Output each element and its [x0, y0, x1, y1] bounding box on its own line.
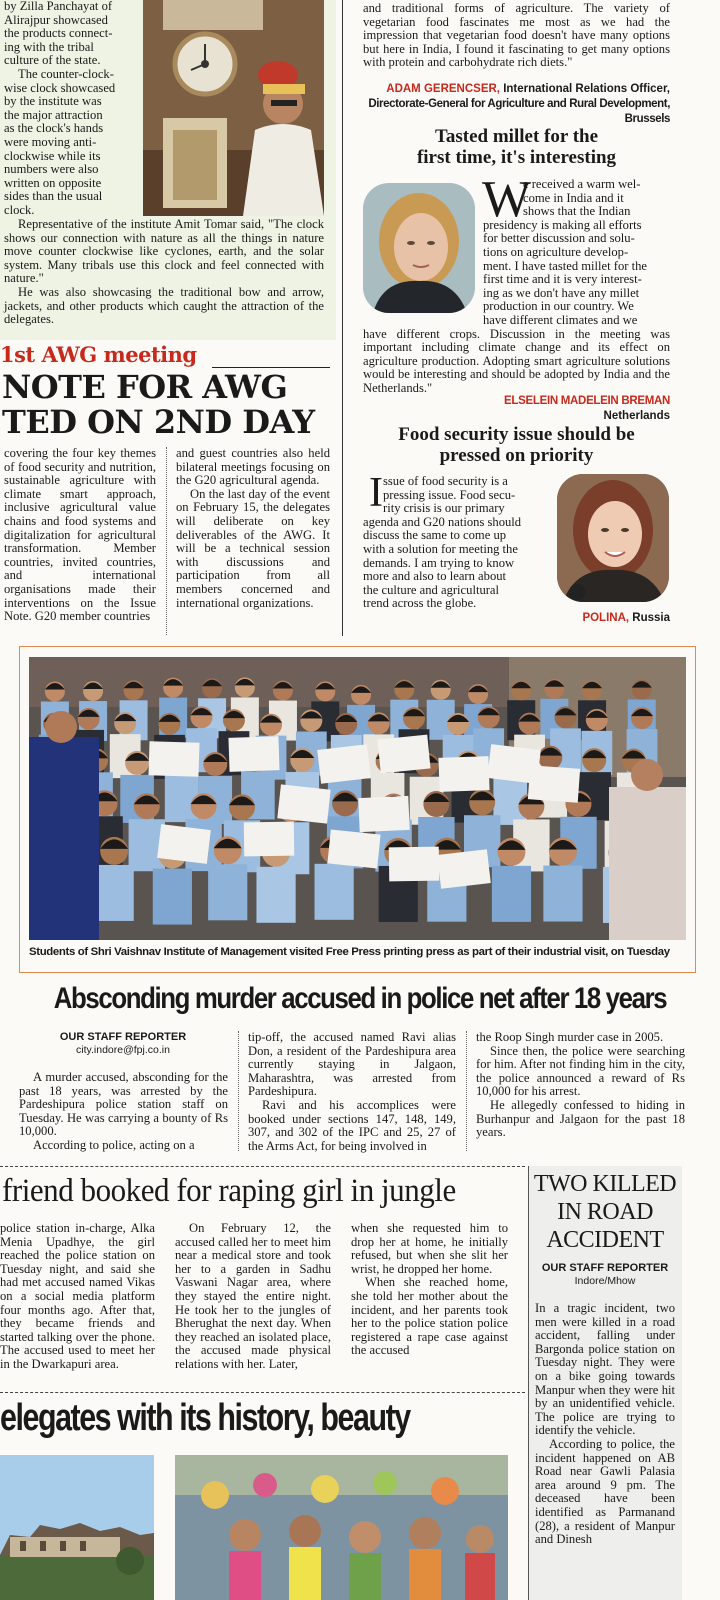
paragraph: covering the four key themes of food security and nutrition, sustainable agriculture with climate smart approach, inclusive agricultural value chains and food systems and digitalization for agricultural transformation. Member countries, invited countries, and international organisations made their interventions on the Issue Note. G20 member countries — [4, 446, 156, 624]
newspaper — [389, 847, 440, 882]
text-line: the culture and agricultural — [363, 582, 500, 597]
murder-col-2 — [248, 1031, 456, 1153]
column-rule — [238, 1031, 239, 1151]
text-line: e received a warm wel- — [523, 177, 641, 191]
dateline: Indore/Mhow — [574, 1275, 636, 1287]
student-body — [153, 869, 192, 925]
quote-2-headline — [363, 126, 670, 168]
headline-line: TED ON 2ND DAY — [2, 403, 315, 441]
paragraph: and traditional forms of agriculture. The variety of vegetarian food fascinates me most as we had the impression that vegetarian food doesn't have many options but here in India, I found it fascinating to get many options with protein and carbohydrate rich diets." — [363, 1, 670, 70]
text-line: have different climates and we — [483, 313, 638, 327]
speaker-name: POLINA, — [582, 612, 630, 624]
rape-col-3 — [351, 1222, 508, 1358]
murder-col-1 — [19, 1071, 228, 1153]
text-line: ing with the tribal — [4, 39, 94, 54]
newspaper — [358, 796, 409, 832]
headline-line: IN ROAD — [557, 1199, 653, 1225]
rape-col-1 — [0, 1222, 155, 1372]
newspaper — [317, 744, 371, 784]
murder-headline: Absconding murder accused in police net after 18 years — [53, 982, 667, 1015]
text-line: come in India and it — [523, 190, 624, 205]
text-line: with a solution for meeting the — [363, 541, 518, 556]
group-photo-caption: Students of Shri Vaishnav Institute of Management visited Free Press printing press as part of their industrial visit, on Tuesday — [29, 946, 670, 958]
paragraph: police station in-charge, Alka Menia Upadhye, the girl reached the police station on Tuesday night, and said she had met accused named Vikas on a social media platform four months ago. After that, they became friends and started talking over the phone. The accused used to meet her in the Dwarkapuri area. — [0, 1221, 155, 1371]
student-body — [95, 865, 134, 921]
text-line: The counter-clock- — [18, 66, 114, 81]
paragraph: and guest countries also held bilateral meetings focusing on the G20 agricultural agenda. — [176, 446, 330, 488]
delegates-headline: elegates with its history, beauty — [0, 1397, 410, 1439]
paragraph: have different crops. Discussion in the meeting was important including climate change and its effect on agriculture production. Adopting smart agriculture solutions would be interesting and should be adopted by India and the Netherlands." — [363, 326, 670, 395]
quote-2-attribution — [363, 394, 670, 424]
student-body — [256, 867, 295, 923]
headline-line: NOTE FOR AWG — [2, 368, 288, 406]
paragraph: Representative of the institute Amit Tomar said, "The clock shows our connection with nature as all the things in nature move counter clockwise like cyclones, earth, and the solar system. Many tribals use this clock and feel connected with nature." — [4, 217, 324, 286]
paragraph: He was also showcasing the traditional bow and arrow, jackets, and other products which caught the attraction of the delegates. — [4, 284, 324, 327]
holi-celebration-photo — [175, 1455, 508, 1600]
quote-1-text — [363, 2, 670, 70]
text-line: clockwise while its — [4, 148, 101, 163]
newspaper — [277, 784, 330, 823]
newspaper — [157, 824, 211, 864]
accident-body — [535, 1302, 675, 1547]
speaker-country: Russia — [632, 612, 670, 624]
speaker-name: ELSELEIN MADELEIN BREMAN — [504, 395, 670, 407]
student-body — [492, 866, 531, 922]
headline-line: Tasted millet for the — [434, 126, 599, 147]
text-line: by Zilla Panchayat of — [4, 0, 113, 13]
text-line: for better discussion and solu- — [483, 231, 635, 246]
text-line: sides than the usual — [4, 189, 103, 204]
text-line: clock. — [4, 202, 35, 217]
speaker-org: Directorate-General for Agriculture and Rural Development, Brussels — [368, 98, 670, 125]
paragraph: On February 12, the accused called her to meet him near a medical store and took her to a garden in Sadhu Vaswani Nagar area, where they stayed the entire night. He took her to the jungles of Bherughat the next day. When they reached an isolated place, the accused made physical relations with her. Later, — [175, 1221, 331, 1371]
headline-line: ACCIDENT — [546, 1227, 664, 1253]
heritage-palace-photo — [0, 1455, 154, 1600]
text-line: the products connect- — [4, 26, 113, 41]
text-line: written on opposite — [4, 175, 102, 190]
text-line: agenda and G20 nations should — [363, 514, 522, 529]
text-line: shows that the Indian — [523, 204, 631, 219]
text-line: pressing issue. Food secu- — [383, 487, 516, 502]
quote-3-headline — [363, 424, 670, 466]
text-line: culture of the state. — [4, 53, 101, 68]
clock-exhibit-photo — [143, 0, 324, 216]
newspaper — [244, 822, 294, 857]
headline-line: pressed on priority — [439, 445, 594, 466]
tribal-story-lead — [4, 0, 134, 218]
kicker-text: 1st AWG meeting — [0, 342, 197, 367]
text-line: Alirajpur showcased — [4, 12, 108, 27]
paragraph: According to police, acting on a — [33, 1137, 195, 1152]
text-line: ment. I have tasted millet for the — [483, 258, 648, 273]
text-line: first time and it is very interest- — [483, 272, 642, 287]
paragraph: when she requested him to drop her at home, he initially refused, but when she slit her wrist, he dropped her home. — [351, 1221, 508, 1276]
rape-headline: friend booked for raping girl in jungle — [2, 1173, 456, 1209]
quote-2-rest — [363, 314, 670, 396]
paragraph: In a tragic incident, two men were killed in a road accident, falling under Bargonda police station on Tuesday night. They were on a bike going towards Manpur when they were hit by an unidentified vehicle. The police are trying to identify the vehicle. — [535, 1301, 675, 1438]
column-rule — [166, 447, 167, 635]
quote-2-wrap — [483, 178, 670, 314]
text-line: tions on agriculture develop- — [483, 244, 629, 259]
quote-3-attribution — [540, 612, 670, 624]
newspaper — [438, 756, 489, 792]
text-line: demands. I am trying to know — [363, 555, 515, 570]
text-line: numbers were also — [4, 162, 99, 177]
newspaper — [327, 830, 380, 869]
text-line: production in our country. We — [483, 299, 634, 314]
byline: OUR STAFF REPORTER — [541, 1262, 669, 1274]
student-body — [208, 864, 247, 920]
awg-col-2 — [176, 447, 330, 610]
quote-3-text — [363, 475, 548, 611]
text-line: were moving anti- — [4, 134, 97, 149]
text-line: the major attraction — [4, 107, 103, 122]
text-line: by the institute was — [4, 94, 102, 109]
quote-1-attribution — [350, 82, 670, 127]
headline-line: Food security issue should be — [398, 424, 635, 445]
paragraph: When she reached home, she told her mother about the incident, and her parents took her to the police station police registered a rape case against the accused — [351, 1275, 508, 1358]
text-line: discuss the same to come up — [363, 528, 507, 543]
text-line: as the clock's hands — [4, 121, 104, 136]
paragraph: He allegedly confessed to hiding in Burhanpur and Jalgaon for the past 18 years. — [476, 1097, 685, 1140]
email: city.indore@fpj.co.in — [76, 1044, 170, 1056]
speaker-role: International Relations Officer, — [503, 83, 670, 95]
section-divider — [0, 1166, 525, 1167]
text-line: ing as we don't have any millet — [483, 285, 640, 300]
text-line: wise clock showcased — [4, 80, 116, 95]
paragraph: the Roop Singh murder case in 2005. — [476, 1030, 664, 1044]
paragraph: tip-off, the accused named Ravi alias Don, a resident of the Pardeshipura area currently staying in Jalgaon, Maharashtra, was arrested from Pardeshipura. — [248, 1030, 456, 1099]
headline-line: first time, it's interesting — [416, 147, 617, 168]
text-line: ssue of food security is a — [383, 474, 508, 488]
newspaper — [148, 741, 199, 777]
awg-headline — [2, 370, 332, 440]
tribal-story-tail — [4, 218, 324, 327]
accident-headline — [530, 1170, 680, 1254]
newspaper — [377, 735, 430, 774]
quote-3-dropcap: I — [369, 470, 383, 516]
newspaper — [437, 849, 491, 889]
paragraph: Since then, the police were searching for him. After not finding him in the city, the police announced a reward of Rs 10,000 for his arrest. — [476, 1043, 685, 1099]
newspaper — [528, 765, 580, 802]
text-line: trend across the globe. — [363, 596, 477, 611]
students-group-photo — [29, 657, 686, 940]
speaker-country: Netherlands — [603, 410, 670, 422]
text-line: rity crisis is our primary — [383, 501, 505, 516]
murder-byline — [18, 1031, 228, 1057]
headline-line: TWO KILLED — [533, 1171, 677, 1197]
paragraph: On the last day of the event on February 15, the delegates will deliberate on key deliverables of the AWG. It will be a technical session with discussions and participation from all members concerned and international organizations. — [176, 486, 330, 610]
paragraph: According to police, the incident happened on AB Road near Gawli Palasia area around 9 pm. The deceased have been identified as Parmanand (28), a resident of Manpur and Dinesh — [535, 1436, 675, 1547]
student-body — [543, 866, 582, 922]
byline: OUR STAFF REPORTER — [59, 1031, 187, 1043]
murder-col-3 — [476, 1031, 685, 1140]
rape-col-2 — [175, 1222, 331, 1372]
text-line: presidency is making all efforts — [483, 217, 642, 232]
student-body — [315, 864, 354, 920]
speaker-name: ADAM GERENCSER, — [386, 83, 500, 95]
paragraph: A murder accused, absconding for the past 18 years, was arrested by the Pardeshipura police station staff on Tuesday. He was carrying a bounty of Rs 10,000. — [19, 1070, 228, 1139]
column-rule — [466, 1031, 467, 1151]
paragraph: Ravi and his accomplices were booked under sections 147, 148, 149, 307, and 302 of the IPC and 25, 27 of the Arms Act, for being involved in — [248, 1097, 456, 1153]
awg-col-1 — [4, 447, 156, 624]
breman-portrait — [363, 183, 475, 313]
section-divider — [0, 1392, 525, 1393]
text-line: more and also to learn about — [363, 569, 507, 584]
newspaper — [228, 736, 279, 772]
awg-kicker — [0, 342, 330, 370]
accident-byline — [530, 1262, 680, 1288]
polina-portrait — [557, 474, 669, 602]
quote-2-dropcap: W — [482, 171, 532, 228]
